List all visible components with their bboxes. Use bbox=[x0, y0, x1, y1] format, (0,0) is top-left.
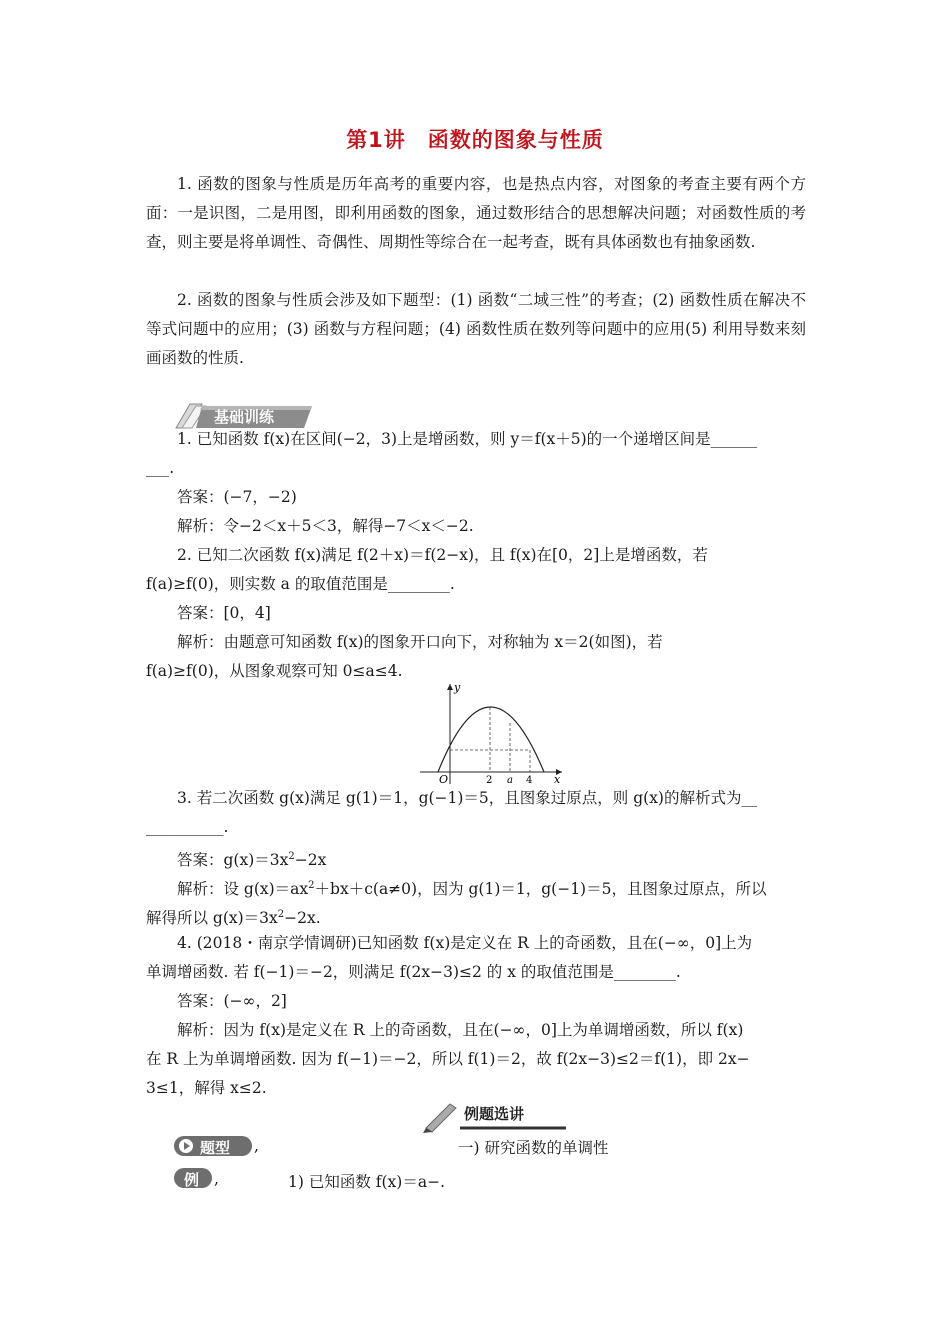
q2-analysis-cont: f(a)≥f(0)，从图象观察可知 0≤a≤4. bbox=[146, 662, 403, 680]
parabola-figure bbox=[420, 680, 600, 786]
example-comma: , bbox=[214, 1170, 219, 1188]
question-type-badge: 题型 bbox=[174, 1135, 254, 1157]
q3-answer: 答案：$g(x)=3x^2-2x$ bbox=[177, 851, 327, 870]
q3-stem-cont: __________. bbox=[146, 818, 229, 836]
q1-answer: 答案：(−7，−2) bbox=[177, 488, 297, 506]
type-comma: , bbox=[254, 1137, 259, 1155]
q3-analysis-cont: 解得所以 $g(x)=3x^2-2x$. bbox=[146, 909, 321, 928]
q4-stem-cont: 单调增函数. 若 f(−1)＝−2，则满足 f(2x−3)≤2 的 x 的取值范围是________. bbox=[146, 963, 681, 981]
tick-4: 4 bbox=[526, 775, 533, 786]
q2-answer: 答案：[0，4] bbox=[177, 604, 271, 622]
y-axis-arrow bbox=[447, 684, 453, 690]
intro-paragraph-2: 2. 函数的图象与性质会涉及如下题型：(1) 函数“二域三性”的考查；(2) 函数性质在解决不等式问题中的应用；(3) 函数与方程问题；(4) 函数性质在数列等问题中的应用(5) 利用导数来刻画函数的性质. bbox=[146, 291, 806, 367]
y-label: y bbox=[454, 681, 461, 694]
example-lecture-badge: 例题选讲 bbox=[420, 1098, 570, 1134]
q4-analysis: 解析：因为 f(x)是定义在 R 上的奇函数，且在(−∞，0]上为单调增函数，所以 f(x) bbox=[177, 1021, 744, 1039]
q4-analysis-cont2: 3≤1，解得 x≤2. bbox=[146, 1079, 267, 1097]
basic-training-badge: 基础训练 bbox=[172, 398, 322, 432]
q1-stem: 1. 已知函数 f(x)在区间(−2，3)上是增函数，则 y＝f(x＋5)的一个递增区间是______ bbox=[177, 430, 758, 448]
page-title: 第1讲 函数的图象与性质 bbox=[346, 128, 604, 152]
q2-analysis: 解析：由题意可知函数 f(x)的图象开口向下，对称轴为 x＝2(如图)，若 bbox=[177, 633, 663, 651]
origin-label: O bbox=[439, 773, 449, 786]
q1-stem-cont: ___. bbox=[146, 459, 175, 477]
q4-stem: 4. (2018・南京学情调研)已知函数 f(x)是定义在 R 上的奇函数，且在(−∞，0]上为 bbox=[177, 934, 753, 952]
parabola-curve bbox=[438, 707, 544, 772]
type-title: 一) 研究函数的单调性 bbox=[458, 1139, 609, 1157]
example-badge: 例 bbox=[174, 1167, 214, 1189]
tick-2: 2 bbox=[486, 775, 493, 786]
q3-stem: 3. 若二次函数 g(x)满足 g(1)＝1，g(−1)＝5，且图象过原点，则 g(x)的解析式为__ bbox=[177, 789, 757, 807]
tick-a: a bbox=[507, 775, 513, 786]
q4-analysis-cont: 在 R 上为单调增函数. 因为 f(−1)＝−2，所以 f(1)＝2，故 f(2x−3)≤2＝f(1)，即 2x− bbox=[146, 1050, 750, 1068]
example-text: 1) 已知函数 f(x)＝a−. bbox=[288, 1173, 445, 1191]
q1-analysis: 解析：令−2＜x＋5＜3，解得−7＜x＜−2. bbox=[177, 517, 474, 535]
q2-stem: 2. 已知二次函数 f(x)满足 f(2＋x)＝f(2−x)，且 f(x)在[0，2]上是增函数，若 bbox=[177, 546, 708, 564]
intro-paragraph-1: 1. 函数的图象与性质是历年高考的重要内容，也是热点内容，对图象的考查主要有两个方面：一是识图，二是用图，即利用函数的图象，通过数形结合的思想解决问题；对函数性质的考查，则主要是将单调性、奇偶性、周期性等综合在一起考查，既有具体函数也有抽象函数. bbox=[146, 175, 806, 251]
q3-analysis: 解析：设 $g(x)=ax^2+bx+c(a\ne 0)$，因为 g(1)＝1，g(−1)＝5，且图象过原点，所以 bbox=[177, 880, 767, 899]
x-label: x bbox=[554, 773, 561, 786]
q2-stem-cont: f(a)≥f(0)，则实数 a 的取值范围是________. bbox=[146, 575, 455, 593]
q4-answer: 答案：(−∞，2] bbox=[177, 992, 287, 1010]
